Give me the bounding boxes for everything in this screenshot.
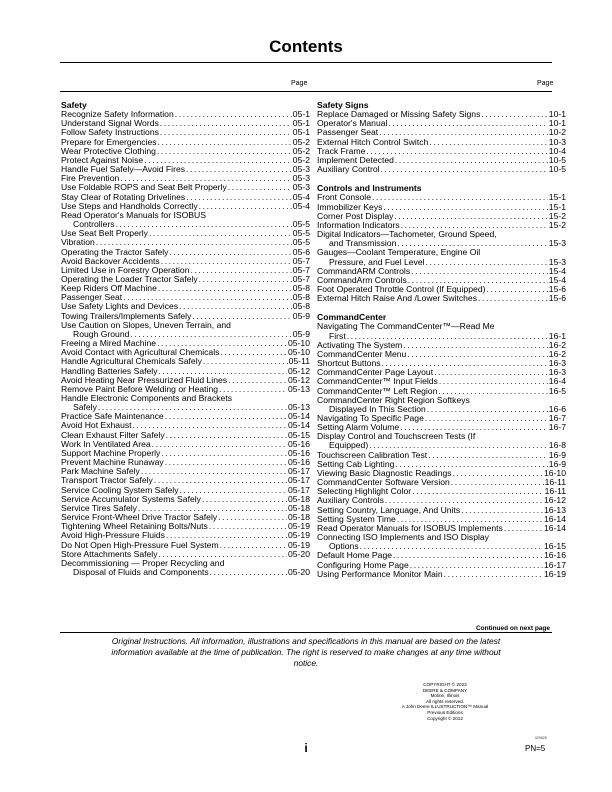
toc-entry-title: Displayed In This Section bbox=[329, 403, 426, 414]
toc-entry-page: 05-14 bbox=[288, 420, 310, 431]
toc-entry-title: Equipped) bbox=[329, 440, 369, 451]
toc-entry-title: Remove Paint Before Welding or Heating bbox=[61, 383, 218, 394]
toc-entry-title: Avoid Hot Exhaust bbox=[61, 420, 132, 431]
dot-leader bbox=[141, 467, 287, 476]
toc-entry-title: Read Operator Manuals for ISOBUS Implements bbox=[317, 522, 503, 533]
toc-entry[interactable] bbox=[61, 211, 310, 229]
toc-entry-title-line: Decommissioning — Proper Recycling and bbox=[61, 557, 225, 568]
dot-leader bbox=[394, 212, 547, 221]
toc-entry-page: 16-9 bbox=[548, 449, 566, 460]
dot-leader bbox=[228, 376, 287, 385]
dot-leader bbox=[429, 138, 548, 147]
toc-entry-page: 16-11 bbox=[544, 477, 566, 488]
toc-entry-page: 16-19 bbox=[544, 568, 566, 579]
dot-leader bbox=[186, 165, 292, 174]
toc-entry-page: 05-7 bbox=[292, 255, 310, 266]
toc-entry-title: Vibration bbox=[61, 237, 95, 248]
original-instructions-notice: Original Instructions. All information, illustrations and specifications in this manual are based on the latest information available at the time of publication. The right is reserved to make changes at any time without notice. bbox=[111, 636, 501, 668]
toc-entry-title: Passenger Seat bbox=[61, 292, 123, 303]
dot-leader bbox=[444, 570, 543, 579]
toc-entry-title: Service Tires Safely bbox=[61, 502, 137, 513]
toc-entry-page: 05-14 bbox=[288, 411, 310, 422]
toc-entry-page: 15-6 bbox=[548, 283, 566, 294]
toc-entry-page: 05-9 bbox=[292, 310, 310, 321]
toc-entry-title: Avoid Backover Accidents bbox=[61, 255, 160, 266]
dot-leader bbox=[160, 119, 292, 128]
toc-entry-page: 16-7 bbox=[548, 422, 566, 433]
header-rule bbox=[60, 91, 552, 92]
toc-entry-page: 05-19 bbox=[288, 521, 310, 532]
toc-entry-page: 05-3 bbox=[292, 164, 310, 175]
toc-entry-title: First bbox=[329, 330, 346, 341]
dot-leader bbox=[209, 522, 287, 531]
toc-entry-title: External Hitch Control Switch bbox=[317, 136, 429, 147]
toc-entry-title: Use Safety Lights and Devices bbox=[61, 301, 179, 312]
toc-entry-title: Protect Against Noise bbox=[61, 154, 144, 165]
toc-entry-title: Auxiliary Controls bbox=[317, 495, 384, 506]
dot-leader bbox=[228, 183, 292, 192]
toc-entry-title: Service Accumulator Systems Safely bbox=[61, 493, 201, 504]
dot-leader bbox=[388, 119, 547, 128]
toc-entry-page: 15-4 bbox=[548, 265, 566, 276]
toc-entry-page: 16-11 bbox=[544, 486, 566, 497]
toc-entry-page: 16-16 bbox=[544, 550, 566, 561]
toc-entry-page: 05-13 bbox=[288, 402, 310, 413]
toc-entry-title: Auxiliary Control bbox=[317, 164, 380, 175]
toc-entry-page: 05-18 bbox=[288, 512, 310, 523]
toc-entry-page: 05-8 bbox=[292, 292, 310, 303]
toc-entry-page: 05-2 bbox=[292, 136, 310, 147]
toc-entry-page: 16-17 bbox=[544, 559, 566, 570]
toc-entry-title-line: Digital Indicators—Tachometer, Ground Speed, bbox=[317, 229, 497, 240]
dot-leader bbox=[165, 458, 287, 467]
toc-entry[interactable] bbox=[61, 394, 310, 412]
toc-entry-page: 16-14 bbox=[544, 522, 566, 533]
toc-entry-page: 05-15 bbox=[288, 429, 310, 440]
toc-entry-title: Touchscreen Calibration Test bbox=[317, 449, 428, 460]
toc-entry-page: 05-17 bbox=[288, 466, 310, 477]
dot-leader bbox=[411, 267, 548, 276]
toc-entry-page: 10-5 bbox=[548, 154, 566, 165]
toc-entry-title: Default Home Page bbox=[317, 550, 392, 561]
toc-entry-title: CommandArm Controls bbox=[317, 274, 407, 285]
toc-entry-title: Service Cooling System Safely bbox=[61, 484, 179, 495]
toc-entry-page: 05-5 bbox=[292, 219, 310, 230]
toc-entry-title: Setting Cab Lighting bbox=[317, 458, 395, 469]
dot-leader bbox=[451, 478, 544, 487]
dot-leader bbox=[149, 229, 292, 238]
toc-entry-page: 05-6 bbox=[292, 246, 310, 257]
toc-entry[interactable] bbox=[61, 559, 310, 577]
toc-entry[interactable] bbox=[317, 432, 566, 450]
toc-entry-title: Viewing Basic Diagnostic Readings bbox=[317, 467, 452, 478]
toc-entry-title: Controllers bbox=[73, 219, 115, 230]
toc-entry[interactable] bbox=[317, 322, 566, 340]
section-heading: CommandCenter bbox=[317, 312, 387, 323]
dot-leader bbox=[199, 202, 292, 211]
toc-entry[interactable] bbox=[317, 396, 566, 414]
toc-entry-title: Use Seat Belt Properly bbox=[61, 228, 148, 239]
toc-entry-title: Pressure, and Fuel Level bbox=[329, 256, 425, 267]
copyright-line: All rights reserved. bbox=[425, 698, 465, 704]
toc-entry-title: Shortcut Buttons bbox=[317, 358, 381, 369]
toc-entry-title: Track Frame bbox=[317, 145, 366, 156]
toc-entry[interactable] bbox=[61, 229, 310, 238]
toc-entry-title: Store Attachments Safely bbox=[61, 548, 158, 559]
dot-leader bbox=[165, 412, 287, 421]
toc-entry-page: 05-1 bbox=[292, 127, 310, 138]
toc-entry-title: Activating The System bbox=[317, 339, 403, 350]
continued-note: Continued on next page bbox=[475, 625, 550, 632]
toc-entry-title: Avoid Contact with Agricultural Chemicals bbox=[61, 347, 220, 358]
right-page-header: Page bbox=[537, 80, 554, 87]
dot-leader bbox=[152, 440, 287, 449]
toc-entry-page: 05-17 bbox=[288, 484, 310, 495]
toc-entry-title: Avoid High-Pressure Fluids bbox=[61, 530, 165, 541]
left-column bbox=[61, 101, 310, 577]
dot-leader bbox=[425, 414, 548, 423]
toc-entry-title: CommandCenter™ Input Fields bbox=[317, 376, 438, 387]
dot-leader bbox=[175, 110, 292, 119]
toc-entry-page: 15-3 bbox=[548, 256, 566, 267]
toc-entry-title: CommandCenter Menu bbox=[317, 348, 407, 359]
toc-entry-title: Prepare for Emergencies bbox=[61, 136, 157, 147]
toc-entry-page: 05-3 bbox=[292, 173, 310, 184]
toc-entry-page: 16-3 bbox=[548, 358, 566, 369]
toc-entry-page: 16-8 bbox=[548, 440, 566, 451]
toc-entry-page: 16-3 bbox=[548, 367, 566, 378]
dot-leader bbox=[461, 506, 543, 515]
toc-entry-page: 05-18 bbox=[288, 493, 310, 504]
dot-leader bbox=[372, 193, 548, 202]
toc-entry-title: CommandCenter Software Version bbox=[317, 477, 450, 488]
toc-entry-title: Passenger Seat bbox=[317, 127, 379, 138]
dot-leader bbox=[393, 551, 543, 560]
toc-entry-page: 05-16 bbox=[288, 447, 310, 458]
toc-entry-title: Park Machine Safely bbox=[61, 466, 140, 477]
toc-entry-title: Options bbox=[329, 541, 359, 552]
copyright-line: A John Deere ILLUSTRUCTION™ Manual bbox=[401, 704, 489, 710]
toc-entry-title: Clean Exhaust Filter Safely bbox=[61, 429, 165, 440]
toc-entry-page: 05-12 bbox=[288, 374, 310, 385]
toc-entry-title: Use Steps and Handholds Correctly bbox=[61, 200, 198, 211]
dot-leader bbox=[486, 285, 547, 294]
dot-leader bbox=[166, 431, 287, 440]
toc-entry-title: Freeing a Mired Machine bbox=[61, 338, 157, 349]
toc-entry-title: CommandCenter Page Layout bbox=[317, 367, 434, 378]
toc-entry-title-line: Connecting ISO Implements and ISO Display bbox=[317, 532, 489, 543]
toc-entry-page: 10-4 bbox=[548, 145, 566, 156]
toc-entry-page: 05-2 bbox=[292, 145, 310, 156]
toc-entry-page: 16-2 bbox=[548, 339, 566, 350]
toc-entry-page: 05-9 bbox=[292, 328, 310, 339]
dot-leader bbox=[481, 110, 547, 119]
dot-leader bbox=[218, 513, 287, 522]
toc-entry-title: Fire Prevention bbox=[61, 173, 120, 184]
right-column bbox=[317, 101, 566, 579]
toc-entry-title: Practice Safe Maintenance bbox=[61, 411, 164, 422]
toc-entry-title: Configuring Home Page bbox=[317, 559, 409, 570]
toc-entry-title: Using Performance Monitor Main bbox=[317, 568, 443, 579]
toc-entry-page: 05-16 bbox=[288, 457, 310, 468]
toc-entry-page: 05-2 bbox=[292, 154, 310, 165]
toc-entry-page: 05-20 bbox=[288, 566, 310, 577]
dot-leader bbox=[427, 405, 548, 414]
copyright-line: Copyright © 2012 bbox=[427, 715, 463, 721]
toc-entry-page: 15-2 bbox=[548, 219, 566, 230]
toc-entry-title: Transport Tractor Safely bbox=[61, 475, 153, 486]
dot-leader bbox=[199, 275, 292, 284]
toc-entry-title: Navigating To Specific Page bbox=[317, 413, 424, 423]
toc-entry-page: 05-16 bbox=[288, 438, 310, 449]
toc-entry-page: 05-1 bbox=[292, 118, 310, 129]
toc-entry-page: 16-13 bbox=[544, 504, 566, 515]
toc-entry[interactable] bbox=[317, 230, 566, 248]
toc-entry-page: 15-3 bbox=[548, 238, 566, 249]
toc-entry-title: Use Foldable ROPS and Seat Belt Properly bbox=[61, 182, 227, 193]
toc-entry-page: 05-17 bbox=[288, 475, 310, 486]
toc-entry-title: Avoid Heating Near Pressurized Fluid Lines bbox=[61, 374, 228, 385]
toc-entry-page: 05-7 bbox=[292, 264, 310, 275]
dot-leader bbox=[381, 165, 548, 174]
toc-entry-page: 15-1 bbox=[548, 201, 566, 212]
toc-entry-page: 16-4 bbox=[548, 376, 566, 387]
toc-entry-page: 15-4 bbox=[548, 274, 566, 285]
toc-entry-page: 05-4 bbox=[292, 200, 310, 211]
toc-entry-page: 16-1 bbox=[548, 330, 566, 341]
toc-entry-page: 15-1 bbox=[548, 192, 566, 203]
toc-entry-page: 16-12 bbox=[544, 495, 566, 506]
dot-leader bbox=[403, 341, 547, 350]
toc-entry-title: Replace Damaged or Missing Safety Signs bbox=[317, 109, 481, 120]
toc-entry-title: Disposal of Fluids and Components bbox=[73, 566, 209, 577]
dot-leader bbox=[186, 193, 292, 202]
dot-leader bbox=[202, 495, 287, 504]
toc-entry-title: Keep Riders Off Machine bbox=[61, 283, 157, 294]
toc-entry-title: Understand Signal Words bbox=[61, 118, 159, 129]
toc-entry-page: 10-2 bbox=[548, 127, 566, 138]
toc-entry-page: 05-11 bbox=[288, 356, 310, 367]
dot-leader bbox=[158, 284, 292, 293]
toc-entry-title: Handle Agricultural Chemicals Safely bbox=[61, 356, 202, 367]
dot-leader bbox=[428, 451, 548, 460]
copyright-line: Moline, Illinois bbox=[430, 693, 460, 699]
toc-entry-page: 05-5 bbox=[292, 237, 310, 248]
toc-entry-page: 15-2 bbox=[548, 210, 566, 221]
dot-leader bbox=[504, 524, 543, 533]
toc-entry-title: Setting Country, Language, And Units bbox=[317, 504, 461, 515]
dot-leader bbox=[161, 449, 287, 458]
dot-leader bbox=[169, 248, 291, 257]
footer-rule bbox=[60, 632, 552, 633]
toc-entry-page: 05-4 bbox=[292, 191, 310, 202]
toc-entry-title: Handling Batteries Safely bbox=[61, 365, 158, 376]
copyright-line: COPYRIGHT © 2023 bbox=[423, 682, 467, 687]
toc-entry-title: Limited Use in Forestry Operation bbox=[61, 264, 190, 275]
dot-leader bbox=[383, 203, 547, 212]
toc-entry-page: 10-1 bbox=[548, 109, 566, 120]
toc-entry-title-line: Gauges—Coolant Temperature, Engine Oil bbox=[317, 247, 481, 258]
toc-entry-page: 05-19 bbox=[288, 539, 310, 550]
section-heading: Safety Signs bbox=[317, 100, 369, 110]
toc-entry-title: Follow Safety Instructions bbox=[61, 127, 159, 138]
dot-leader bbox=[407, 350, 547, 359]
dot-leader bbox=[220, 348, 287, 357]
dot-leader bbox=[412, 487, 544, 496]
toc-entry-title: Safely bbox=[73, 402, 97, 413]
toc-entry-title: Operating the Tractor Safely bbox=[61, 246, 169, 257]
toc-entry-page: 16-6 bbox=[548, 403, 566, 414]
copyright-line: Previous Editions bbox=[427, 709, 463, 715]
toc-entry-title: Recognize Safety Information bbox=[61, 109, 174, 120]
toc-entry-title: Do Not Open High-Pressure Fuel System bbox=[61, 539, 219, 550]
toc-entry-title: Operating the Loader Tractor Safely bbox=[61, 273, 198, 284]
toc-entry-page: 10-5 bbox=[548, 164, 566, 175]
toc-entry-title: Setting System Time bbox=[317, 513, 396, 524]
toc-entry-title: Tightening Wheel Retaining Bolts/Nuts bbox=[61, 521, 208, 532]
toc-entry-title: Rough Ground bbox=[73, 328, 130, 339]
toc-entry-page: 05-1 bbox=[292, 109, 310, 120]
toc-entry-page: 16-14 bbox=[544, 513, 566, 524]
toc-entry-page: 05-7 bbox=[292, 273, 310, 284]
dot-leader bbox=[426, 258, 548, 267]
dot-leader bbox=[478, 294, 548, 303]
toc-entry-title: Support Machine Properly bbox=[61, 447, 161, 458]
toc-entry-title-line: Navigating The CommandCenter™—Read Me bbox=[317, 321, 495, 332]
toc-entry-page: 16-9 bbox=[548, 458, 566, 469]
toc-entry-page: 16-7 bbox=[548, 413, 566, 423]
toc-entry-page: 16-2 bbox=[548, 348, 566, 359]
toc-entry-title: Selecting Highlight Color bbox=[317, 486, 412, 497]
toc-entry[interactable] bbox=[317, 165, 566, 174]
dot-leader bbox=[453, 469, 543, 478]
toc-entry[interactable] bbox=[317, 533, 566, 551]
page-number: i bbox=[304, 741, 308, 755]
dot-leader bbox=[434, 368, 548, 377]
toc-entry-page: 05-18 bbox=[288, 502, 310, 513]
toc-entry[interactable] bbox=[61, 321, 310, 339]
toc-entry-title: Wear Protective Clothing bbox=[61, 145, 156, 156]
toc-entry-page: 10-1 bbox=[548, 118, 566, 129]
toc-entry-page: 05-3 bbox=[292, 182, 310, 193]
toc-entry-page: 16-10 bbox=[544, 467, 566, 478]
copyright-block bbox=[380, 682, 510, 721]
toc-entry-title-line: Handle Electronic Components and Brackets bbox=[61, 393, 233, 403]
toc-entry-page: 05-19 bbox=[288, 530, 310, 541]
toc-entry-title: External Hitch Raise And /Lower Switches bbox=[317, 293, 478, 304]
toc-entry-title: Front Console bbox=[317, 192, 371, 203]
toc-entry-title: Prevent Machine Runaway bbox=[61, 457, 164, 468]
toc-entry-title: CommandCenter™ Left Region bbox=[317, 385, 438, 396]
toc-entry-page: 05-20 bbox=[288, 548, 310, 559]
dot-leader bbox=[220, 541, 287, 550]
toc-entry-title: Operator's Manual bbox=[317, 118, 388, 129]
toc-entry-page: 05-12 bbox=[288, 365, 310, 376]
doc-code: 020625 bbox=[535, 736, 547, 740]
toc-entry-title: Setting Alarm Volume bbox=[317, 422, 400, 433]
section-heading: Safety bbox=[61, 100, 87, 110]
toc-entry[interactable] bbox=[317, 294, 566, 303]
toc-entry-page: 05-10 bbox=[288, 347, 310, 358]
toc-entry-title: Work In Ventilated Area bbox=[61, 438, 151, 449]
toc-entry-title-line: Use Caution on Slopes, Uneven Terrain, and bbox=[61, 319, 231, 330]
toc-entry-page: 16-5 bbox=[548, 385, 566, 396]
section-heading: Controls and Instruments bbox=[317, 183, 422, 194]
toc-entry-title: Towing Trailers/Implements Safely bbox=[61, 310, 192, 321]
toc-entry-page: 10-3 bbox=[548, 136, 566, 147]
toc-entry-title: Implement Detected bbox=[317, 154, 394, 165]
page-title: Contents bbox=[269, 37, 343, 56]
toc-entry-title: Information Indicators bbox=[317, 219, 400, 230]
toc-entry-title: Stay Clear of Rotating Drivelines bbox=[61, 191, 186, 202]
toc-entry-title-line: Display Control and Touchscreen Tests (If bbox=[317, 431, 476, 442]
toc-entry-page: 05-8 bbox=[292, 301, 310, 312]
toc-entry-title: and Transmission bbox=[329, 238, 397, 249]
toc-entry-title: Immobilizer Keys bbox=[317, 201, 383, 212]
toc-entry-page: 05-13 bbox=[288, 383, 310, 394]
toc-entry-title-line: Read Operator's Manuals for ISOBUS bbox=[61, 209, 206, 220]
pn-label: PN=5 bbox=[525, 744, 546, 753]
toc-entry-page: 15-6 bbox=[548, 293, 566, 304]
left-page-header: Page bbox=[291, 80, 308, 87]
toc-entry-title: Handle Fuel Safely—Avoid Fires bbox=[61, 164, 186, 175]
dot-leader bbox=[157, 147, 292, 156]
toc-entry-page: 05-8 bbox=[292, 283, 310, 294]
toc-entry-title: Service Front-Wheel Drive Tractor Safely bbox=[61, 512, 218, 523]
toc-entry-title: Corner Post Display bbox=[317, 210, 394, 221]
title-rule bbox=[60, 62, 552, 63]
toc-entry-page: 16-15 bbox=[544, 541, 566, 552]
dot-leader bbox=[395, 156, 548, 165]
dot-leader bbox=[160, 128, 292, 137]
toc-entry[interactable] bbox=[317, 248, 566, 266]
toc-entry-page: 05-5 bbox=[292, 228, 310, 239]
dot-leader bbox=[203, 357, 288, 366]
toc-entry-title: CommandARM Controls bbox=[317, 265, 411, 276]
dot-leader bbox=[439, 377, 548, 386]
toc-entry[interactable] bbox=[317, 570, 566, 579]
toc-entry-title: Foot Operated Throttle Control (If Equipped) bbox=[317, 283, 486, 294]
dot-leader bbox=[190, 266, 291, 275]
dot-leader bbox=[210, 568, 287, 577]
dot-leader bbox=[158, 138, 292, 147]
toc-entry-title-line: CommandCenter Right Region Softkeys bbox=[317, 394, 470, 405]
toc-entry-page: 05-10 bbox=[288, 338, 310, 349]
copyright-line: DEERE & COMPANY bbox=[422, 687, 468, 693]
dot-leader bbox=[179, 302, 292, 311]
